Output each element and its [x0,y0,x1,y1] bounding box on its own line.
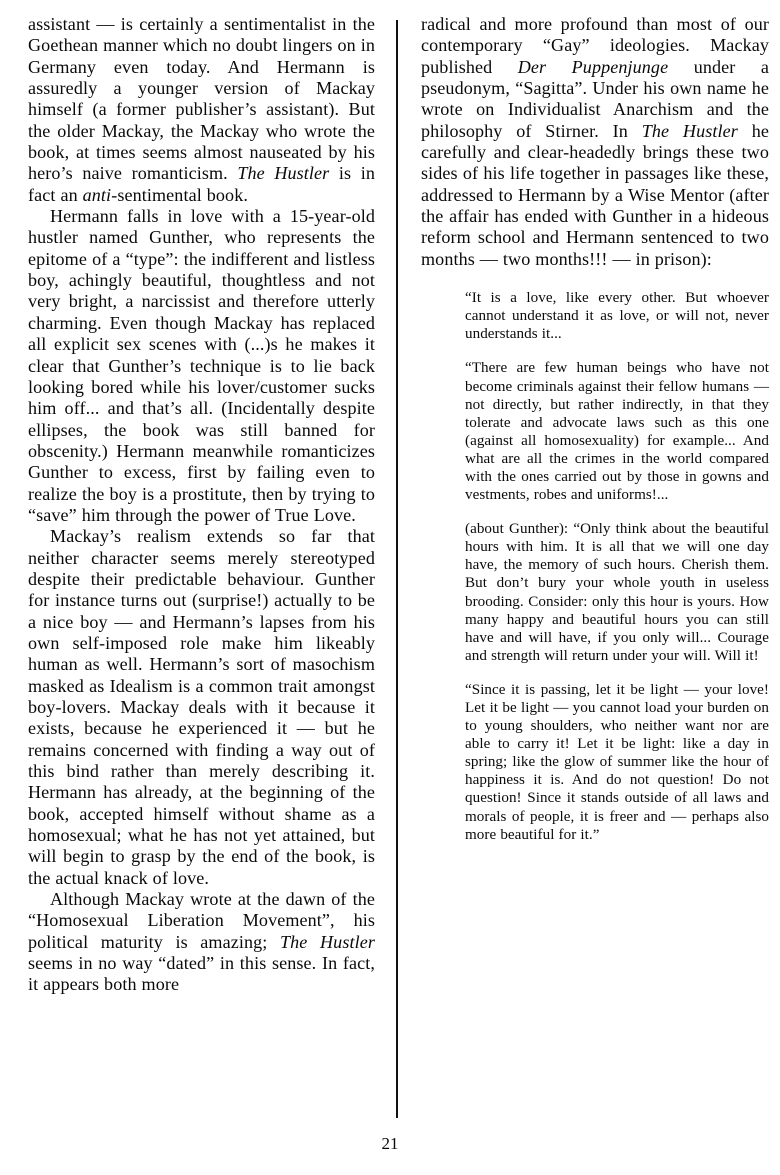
italic-title: anti [82,184,112,205]
italic-title: The Hustler [279,931,375,952]
page-number: 21 [381,1134,399,1153]
paragraph: Although Mackay wrote at the dawn of the “Homosexual Liberation Movement”, his political maturity is amazing; The Hustler seems in no way “dated” in this sense. In fact, it appears both more [28,889,375,995]
paragraph: Mackay’s realism extends so far that neither character seems merely stereotyped despite their predictable behaviour. Gunther for instance turns out (surprise!) actually to be a nice boy — and Hermann’s lapses from his own self-imposed role make him likeably human as well. Hermann’s sort of masochism masked as Idealism is a common trait amongst boy-lovers. Mackay deals with it because it exists, because he experienced it — but he remains concerned with finding a way out of this bind rather than merely describing it. Hermann has already, at the beginning of the book, accepted himself without shame as a homosexual; what he has not yet attained, but will begin to grasp by the end of the book, is the actual knack of love. [28,526,375,888]
text-column-left [28,14,375,996]
quotation: (about Gunther): “Only think about the beautiful hours with him. It is all that we will one day have, the memory of such hours. Cherish them. But don’t bury your whole youth in useless brooding. Consider: only this hour is yours. How many happy and beautiful hours you can still have and will have, if you only will... Courage and strength will return under your will. Will it! [465,521,769,664]
italic-title: The Hustler [237,163,330,184]
italic-title: Der Puppenjunge [517,56,669,77]
quotation-block [421,289,769,844]
text-column-right [421,14,769,844]
quotation: “There are few human beings who have not become criminals against their fellow humans — not directly, but rather indirectly, in that they tolerate and advocate laws such as this one (against all homosexuality) for example... And what are all the crimes in the world compared with the ones carried out by those in gowns and vestments, robes and uniforms!... [465,360,769,504]
paragraph: Hermann falls in love with a 15-year-old hustler named Gunther, who represents the epitome of a “type”: the indifferent and listless boy, achingly beautiful, thoughtless and not very bright, a narcissist and therefore utterly charming. Even though Mackay has replaced all explicit sex scenes with (...)s he makes it clear that Gunther’s technique is to lie back looking bored while his lover/customer sucks him off... and that’s all. (Incidentally despite ellipses, the book was still banned for obscenity.) Hermann meanwhile romanticizes Gunther to excess, first by failing even to realize the boy is a prostitute, then by trying to “save” him through the power of True Love. [28,206,375,525]
quotation: “It is a love, like every other. But whoever cannot understand it as love, or will not, never understands it... [465,290,769,343]
paragraph: assistant — is certainly a sentimentalist in the Goethean manner which no doubt lingers on in Germany even today. And Hermann is assuredly a younger version of Mackay himself (a former publisher’s assistant). But the older Mackay, the Mackay who wrote the book, at times seems almost nauseated by his hero’s naive romanticism. The Hustler is in fact an anti-sentimental book. [28,14,375,205]
paragraph: radical and more profound than most of our contemporary “Gay” ideologies. Mackay published Der Puppenjunge under a pseudonym, “Sagitta”. Under his own name he wrote on Individualist Anarchism and the philosophy of Stirner. In The Hustler he carefully and clear-headedly brings these two sides of his life together in passages like these, addressed to Hermann by a Wise Mentor (after the affair has ended with Gunther in a hideous reform school and Hermann sentenced to two months — two months!!! — in prison): [421,14,769,269]
italic-title: The Hustler [641,120,738,141]
column-divider-rule [396,20,398,1118]
quotation: “Since it is passing, let it be light — your love! Let it be light — you cannot load your burden on to young shoulders, who neither want nor are able to carry it! Let it be light: like a day in spring; like the glow of summer like the hour of happiness it is. And do not question! Do not question! Since it stands outside of all laws and morals of people, it is freer and — perhaps also more beautiful for it.” [465,681,769,843]
